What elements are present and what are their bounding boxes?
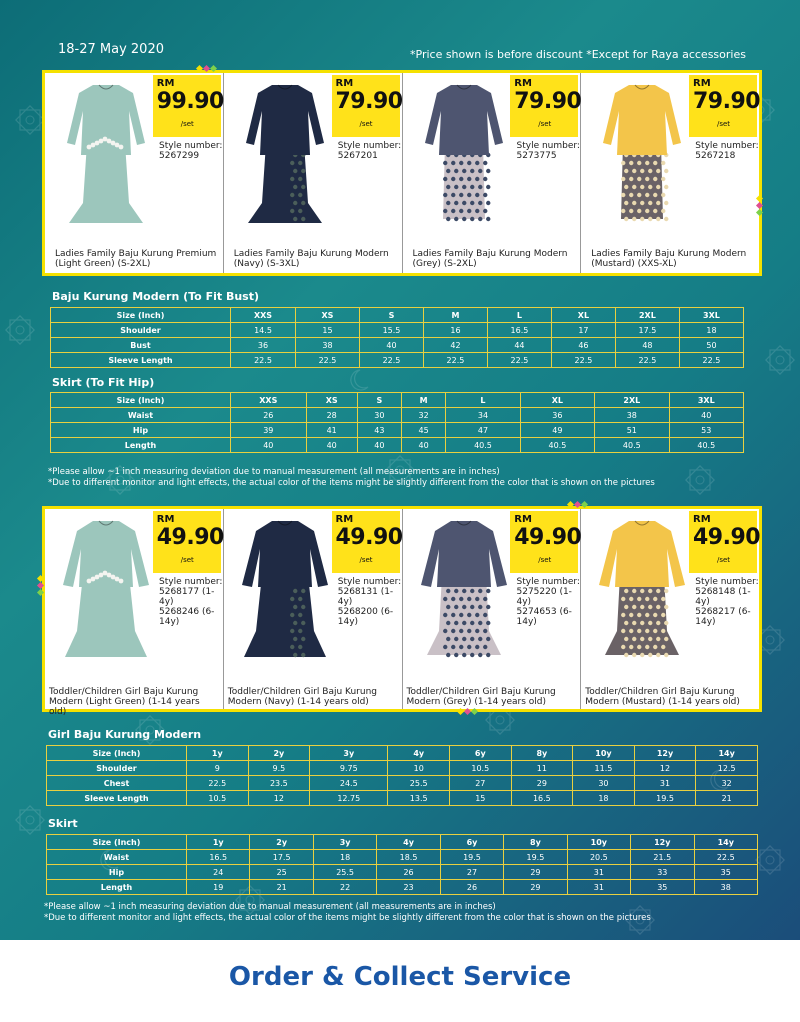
table-cell: 19.5 — [634, 791, 696, 806]
style-label: Style number: — [337, 577, 402, 587]
table-row-label: Waist — [47, 850, 187, 865]
table-cell: 16.5 — [187, 850, 250, 865]
table-cell: 19.5 — [504, 850, 567, 865]
table-cell: 16 — [423, 323, 487, 338]
table-row — [51, 323, 744, 338]
table-cell: 21.5 — [631, 850, 694, 865]
table-cell: 22.5 — [231, 353, 296, 368]
price-currency: RM — [693, 78, 711, 89]
table-cell: 35 — [694, 865, 758, 880]
diamond-decoration — [757, 196, 762, 215]
table-header-cell: L — [446, 393, 520, 408]
table-cell: 40 — [669, 408, 743, 423]
table-header-cell: XL — [520, 393, 594, 408]
table-header-cell: 2XL — [615, 308, 679, 323]
table-row-label: Length — [47, 880, 187, 895]
price-currency: RM — [335, 514, 354, 525]
note-color-2: *Due to different monitor and light effects, the actual color of the items might be slightly different from the color that is shown on the pictures — [44, 913, 651, 923]
table-cell: 27 — [440, 865, 503, 880]
table-header-cell: 12y — [634, 746, 696, 761]
table-cell: 9 — [187, 761, 249, 776]
table-cell: 17.5 — [615, 323, 679, 338]
product-title: Ladies Family Baju Kurung Premium (Light Green) (S-2XL) — [55, 249, 217, 269]
style-label: Style number: — [516, 141, 580, 151]
price-value: 79.90 — [693, 89, 761, 114]
outfit-image — [587, 77, 697, 225]
table-header-cell: 3XL — [679, 308, 743, 323]
baju-size-table — [50, 307, 744, 368]
price-value: 49.90 — [693, 525, 761, 550]
table-row-label: Shoulder — [47, 761, 187, 776]
table-cell: 19 — [187, 880, 250, 895]
style-number — [695, 577, 759, 627]
table-header-cell: L — [487, 308, 551, 323]
table-cell: 31 — [567, 880, 630, 895]
girl-skirt-table-title: Skirt — [48, 817, 78, 830]
table-cell: 22.5 — [296, 353, 360, 368]
notes-block-2 — [44, 902, 651, 924]
price-note: *Price shown is before discount *Except for Raya accessories — [410, 48, 746, 61]
table-header-cell: 8y — [511, 746, 573, 761]
price-currency: RM — [156, 78, 175, 89]
price-unit: /set — [717, 556, 731, 564]
table-header-cell: S — [359, 308, 423, 323]
table-row — [47, 835, 758, 850]
style-code: 5268131 (1-4y) — [337, 587, 394, 607]
table-header-cell: 12y — [631, 835, 694, 850]
table-cell: 22 — [313, 880, 376, 895]
kid-product-panel — [42, 506, 762, 717]
table-row — [51, 423, 744, 438]
style-label: Style number: — [159, 577, 223, 587]
table-row — [47, 865, 758, 880]
table-cell: 23.5 — [248, 776, 310, 791]
girl-size-table — [46, 745, 758, 806]
table-cell: 29 — [504, 865, 567, 880]
price-value: 49.90 — [156, 525, 224, 550]
table-cell: 18 — [313, 850, 376, 865]
table-header-cell: 3y — [310, 746, 388, 761]
table-cell: 35 — [631, 880, 694, 895]
table-cell: 47 — [446, 423, 520, 438]
style-number — [159, 577, 223, 627]
outfit-image — [51, 513, 161, 661]
style-code-2: 5268200 (6-14y) — [337, 607, 394, 627]
table-cell: 16.5 — [511, 791, 573, 806]
baju-table-title: Baju Kurung Modern (To Fit Bust) — [52, 290, 259, 303]
table-cell: 42 — [423, 338, 487, 353]
girl-table-title: Girl Baju Kurung Modern — [48, 728, 202, 741]
table-row-label: Waist — [51, 408, 231, 423]
star-ornament — [756, 846, 784, 874]
table-cell: 26 — [440, 880, 503, 895]
table-cell: 40 — [231, 438, 307, 453]
table-header-cell: 6y — [450, 746, 512, 761]
table-cell: 18 — [679, 323, 743, 338]
price-value: 99.90 — [156, 89, 224, 114]
star-ornament — [16, 806, 44, 834]
table-cell: 17.5 — [250, 850, 313, 865]
table-cell: 36 — [231, 338, 296, 353]
table-row — [51, 393, 744, 408]
star-ornament — [16, 106, 44, 134]
table-cell: 29 — [504, 880, 567, 895]
table-cell: 21 — [696, 791, 758, 806]
style-code: 5267201 — [337, 151, 378, 161]
price-tag — [153, 75, 224, 137]
table-cell: 11 — [511, 761, 573, 776]
product-title: Toddler/Children Girl Baju Kurung Modern (Navy) (1-14 years old) — [227, 687, 377, 707]
table-row — [47, 761, 758, 776]
table-cell: 10.5 — [187, 791, 249, 806]
outfit-image — [230, 513, 340, 661]
style-label: Style number: — [695, 141, 759, 151]
note-deviation: *Please allow ~1 inch measuring deviation due to manual measurement (all measurements are in inches) — [48, 467, 500, 477]
table-cell: 13.5 — [388, 791, 450, 806]
product-title: Ladies Family Baju Kurung Modern (Navy) (S-3XL) — [233, 249, 389, 269]
style-code-2: 5268246 (6-14y) — [159, 607, 215, 627]
table-cell: 12 — [248, 791, 310, 806]
table-cell: 17 — [551, 323, 615, 338]
product-card[interactable] — [224, 73, 403, 273]
table-header-cell: 14y — [696, 746, 758, 761]
price-value: 79.90 — [335, 89, 403, 114]
product-card[interactable] — [581, 73, 759, 273]
table-cell: 38 — [595, 408, 669, 423]
table-header-cell: 2y — [250, 835, 313, 850]
table-cell: 46 — [551, 338, 615, 353]
table-cell: 33 — [631, 865, 694, 880]
star-ornament — [686, 466, 714, 494]
diamond-decoration — [458, 709, 477, 714]
table-row-label: Length — [51, 438, 231, 453]
table-cell: 12.5 — [696, 761, 758, 776]
table-cell: 18 — [573, 791, 635, 806]
style-number — [338, 141, 401, 161]
table-header-cell: 10y — [567, 835, 630, 850]
price-currency: RM — [335, 78, 354, 89]
price-value: 49.90 — [514, 525, 582, 550]
table-header-cell: XS — [296, 308, 360, 323]
table-cell: 22.5 — [423, 353, 487, 368]
table-row — [47, 850, 758, 865]
table-header-cell: 10y — [573, 746, 635, 761]
product-title: Toddler/Children Girl Baju Kurung Modern (Mustard) (1-14 years old) — [585, 687, 740, 707]
table-cell: 30 — [357, 408, 401, 423]
table-cell: 38 — [694, 880, 758, 895]
style-code: 5267218 — [695, 151, 736, 161]
table-cell: 15 — [450, 791, 512, 806]
style-number — [338, 577, 402, 627]
price-currency: RM — [514, 78, 532, 89]
table-cell: 22.5 — [487, 353, 551, 368]
price-unit: /set — [717, 120, 731, 128]
style-label: Style number: — [337, 141, 402, 151]
price-unit: /set — [180, 120, 194, 128]
table-row-label: Bust — [51, 338, 231, 353]
table-cell: 29 — [511, 776, 573, 791]
table-cell: 25.5 — [388, 776, 450, 791]
style-code-2: 5274653 (6-14y) — [516, 607, 572, 627]
style-label: Style number: — [516, 577, 580, 587]
table-header-cell: 4y — [377, 835, 440, 850]
style-code: 5275220 (1-4y) — [516, 587, 572, 607]
price-tag — [153, 511, 224, 573]
table-cell: 18.5 — [377, 850, 440, 865]
product-title: Ladies Family Baju Kurung Modern (Mustard) (XXS-XL) — [591, 249, 747, 269]
table-header-cell: S — [357, 393, 401, 408]
table-row — [47, 791, 758, 806]
price-tag — [689, 75, 761, 137]
table-row-label: Sleeve Length — [47, 791, 187, 806]
table-cell: 30 — [573, 776, 635, 791]
table-row — [51, 353, 744, 368]
style-code: 5268148 (1-4y) — [695, 587, 751, 607]
table-cell: 12.75 — [310, 791, 388, 806]
price-value: 79.90 — [514, 89, 582, 114]
table-row — [51, 308, 744, 323]
style-label: Style number: — [695, 577, 759, 587]
outfit-image — [51, 77, 161, 225]
star-ornament — [766, 346, 794, 374]
style-code-2: 5268217 (6-14y) — [695, 607, 751, 627]
table-cell: 15.5 — [359, 323, 423, 338]
diamond-decoration — [197, 66, 216, 71]
table-cell: 40.5 — [446, 438, 520, 453]
table-cell: 22.5 — [679, 353, 743, 368]
table-cell: 24 — [187, 865, 250, 880]
style-code: 5267299 — [159, 151, 200, 161]
product-card[interactable] — [45, 73, 224, 273]
table-cell: 36 — [520, 408, 594, 423]
table-cell: 40.5 — [669, 438, 743, 453]
table-header-cell: 3y — [313, 835, 376, 850]
table-cell: 22.5 — [551, 353, 615, 368]
table-cell: 51 — [595, 423, 669, 438]
table-header-cell: 2XL — [595, 393, 669, 408]
table-header-cell: XXS — [231, 393, 307, 408]
style-number — [517, 141, 580, 161]
table-cell: 25 — [250, 865, 313, 880]
table-row — [51, 438, 744, 453]
price-unit: /set — [538, 120, 552, 128]
table-cell: 12 — [634, 761, 696, 776]
table-cell: 40.5 — [520, 438, 594, 453]
table-header-cell: XXS — [231, 308, 296, 323]
table-cell: 11.5 — [573, 761, 635, 776]
skirt-table-title: Skirt (To Fit Hip) — [52, 376, 155, 389]
price-tag — [689, 511, 761, 573]
price-unit: /set — [359, 556, 373, 564]
table-cell: 28 — [306, 408, 357, 423]
table-cell: 43 — [357, 423, 401, 438]
diamond-decoration — [38, 576, 43, 595]
table-row-label: Hip — [51, 423, 231, 438]
table-row — [51, 338, 744, 353]
table-header-cell: Size (Inch) — [47, 746, 187, 761]
price-unit: /set — [538, 556, 552, 564]
table-cell: 40 — [306, 438, 357, 453]
table-cell: 9.5 — [248, 761, 310, 776]
table-cell: 26 — [377, 865, 440, 880]
table-header-cell: 6y — [440, 835, 503, 850]
table-cell: 22.5 — [359, 353, 423, 368]
table-cell: 19.5 — [440, 850, 503, 865]
table-cell: 31 — [567, 865, 630, 880]
table-cell: 40 — [359, 338, 423, 353]
table-row — [47, 880, 758, 895]
table-cell: 34 — [446, 408, 520, 423]
table-cell: 23 — [377, 880, 440, 895]
table-row-label: Sleeve Length — [51, 353, 231, 368]
table-cell: 27 — [450, 776, 512, 791]
table-cell: 39 — [231, 423, 307, 438]
table-cell: 40 — [402, 438, 446, 453]
table-row — [47, 746, 758, 761]
table-cell: 14.5 — [231, 323, 296, 338]
table-cell: 31 — [634, 776, 696, 791]
style-code: 5268177 (1-4y) — [159, 587, 215, 607]
table-cell: 38 — [296, 338, 360, 353]
price-currency: RM — [514, 514, 532, 525]
table-cell: 25.5 — [313, 865, 376, 880]
table-cell: 22.5 — [187, 776, 249, 791]
table-header-cell: Size (Inch) — [51, 393, 231, 408]
table-row-label: Hip — [47, 865, 187, 880]
adult-product-panel — [42, 70, 762, 276]
table-cell: 21 — [250, 880, 313, 895]
table-cell: 22.5 — [615, 353, 679, 368]
table-row-label: Chest — [47, 776, 187, 791]
price-tag — [510, 75, 582, 137]
table-header-cell: 1y — [187, 746, 249, 761]
price-currency: RM — [156, 514, 175, 525]
skirt-size-table — [50, 392, 744, 453]
product-title: Toddler/Children Girl Baju Kurung Modern (Light Green) (1-14 years old) — [49, 687, 200, 717]
table-cell: 20.5 — [567, 850, 630, 865]
table-cell: 48 — [615, 338, 679, 353]
price-unit: /set — [359, 120, 373, 128]
table-header-cell: 3XL — [669, 393, 743, 408]
table-row — [51, 408, 744, 423]
style-number — [159, 141, 222, 161]
price-unit: /set — [180, 556, 194, 564]
order-collect-title: Order & Collect Service — [228, 962, 572, 992]
notes-block-1 — [48, 467, 655, 489]
table-cell: 41 — [306, 423, 357, 438]
table-header-cell: 2y — [248, 746, 310, 761]
table-cell: 40 — [357, 438, 401, 453]
table-header-cell: M — [402, 393, 446, 408]
table-header-cell: Size (Inch) — [47, 835, 187, 850]
table-cell: 40.5 — [595, 438, 669, 453]
outfit-image — [587, 513, 697, 661]
table-cell: 16.5 — [487, 323, 551, 338]
table-cell: 49 — [520, 423, 594, 438]
product-title: Toddler/Children Girl Baju Kurung Modern (Grey) (1-14 years old) — [406, 687, 556, 707]
style-code: 5273775 — [516, 151, 557, 161]
table-cell: 24.5 — [310, 776, 388, 791]
note-deviation-2: *Please allow ~1 inch measuring deviation due to manual measurement (all measurements are in inches) — [44, 902, 496, 912]
table-header-cell: XS — [306, 393, 357, 408]
table-header-cell: 14y — [694, 835, 758, 850]
product-card[interactable] — [45, 509, 224, 717]
product-card[interactable] — [224, 509, 403, 709]
diamond-decoration — [568, 502, 587, 507]
style-number — [695, 141, 758, 161]
table-cell: 26 — [231, 408, 307, 423]
price-tag — [510, 511, 582, 573]
promo-date: 18-27 May 2020 — [58, 42, 164, 57]
note-color: *Due to different monitor and light effects, the actual color of the items might be slightly different from the color that is shown on the pictures — [48, 478, 655, 488]
table-cell: 32 — [402, 408, 446, 423]
outfit-image — [409, 77, 519, 225]
table-cell: 15 — [296, 323, 360, 338]
outfit-image — [409, 513, 519, 661]
table-header-cell: 4y — [388, 746, 450, 761]
star-ornament — [6, 316, 34, 344]
product-card[interactable] — [581, 509, 759, 709]
style-number — [517, 577, 581, 627]
price-value: 49.90 — [335, 525, 403, 550]
product-card[interactable] — [403, 73, 582, 273]
table-header-cell: 8y — [504, 835, 567, 850]
price-currency: RM — [693, 514, 711, 525]
table-row — [47, 776, 758, 791]
table-cell: 45 — [402, 423, 446, 438]
table-cell: 53 — [669, 423, 743, 438]
table-cell: 44 — [487, 338, 551, 353]
table-cell: 50 — [679, 338, 743, 353]
product-title: Ladies Family Baju Kurung Modern (Grey) (S-2XL) — [412, 249, 568, 269]
table-header-cell: 1y — [187, 835, 250, 850]
table-cell: 10 — [388, 761, 450, 776]
style-label: Style number: — [159, 141, 223, 151]
table-header-cell: M — [423, 308, 487, 323]
product-card[interactable] — [403, 509, 582, 709]
table-header-cell: XL — [551, 308, 615, 323]
price-tag — [332, 75, 403, 137]
outfit-image — [230, 77, 340, 225]
table-cell: 22.5 — [694, 850, 758, 865]
crescent-ornament — [351, 370, 368, 390]
table-cell: 9.75 — [310, 761, 388, 776]
table-cell: 32 — [696, 776, 758, 791]
table-header-cell: Size (Inch) — [51, 308, 231, 323]
price-tag — [332, 511, 403, 573]
girl-skirt-size-table — [46, 834, 758, 895]
table-row-label: Shoulder — [51, 323, 231, 338]
table-cell: 10.5 — [450, 761, 512, 776]
